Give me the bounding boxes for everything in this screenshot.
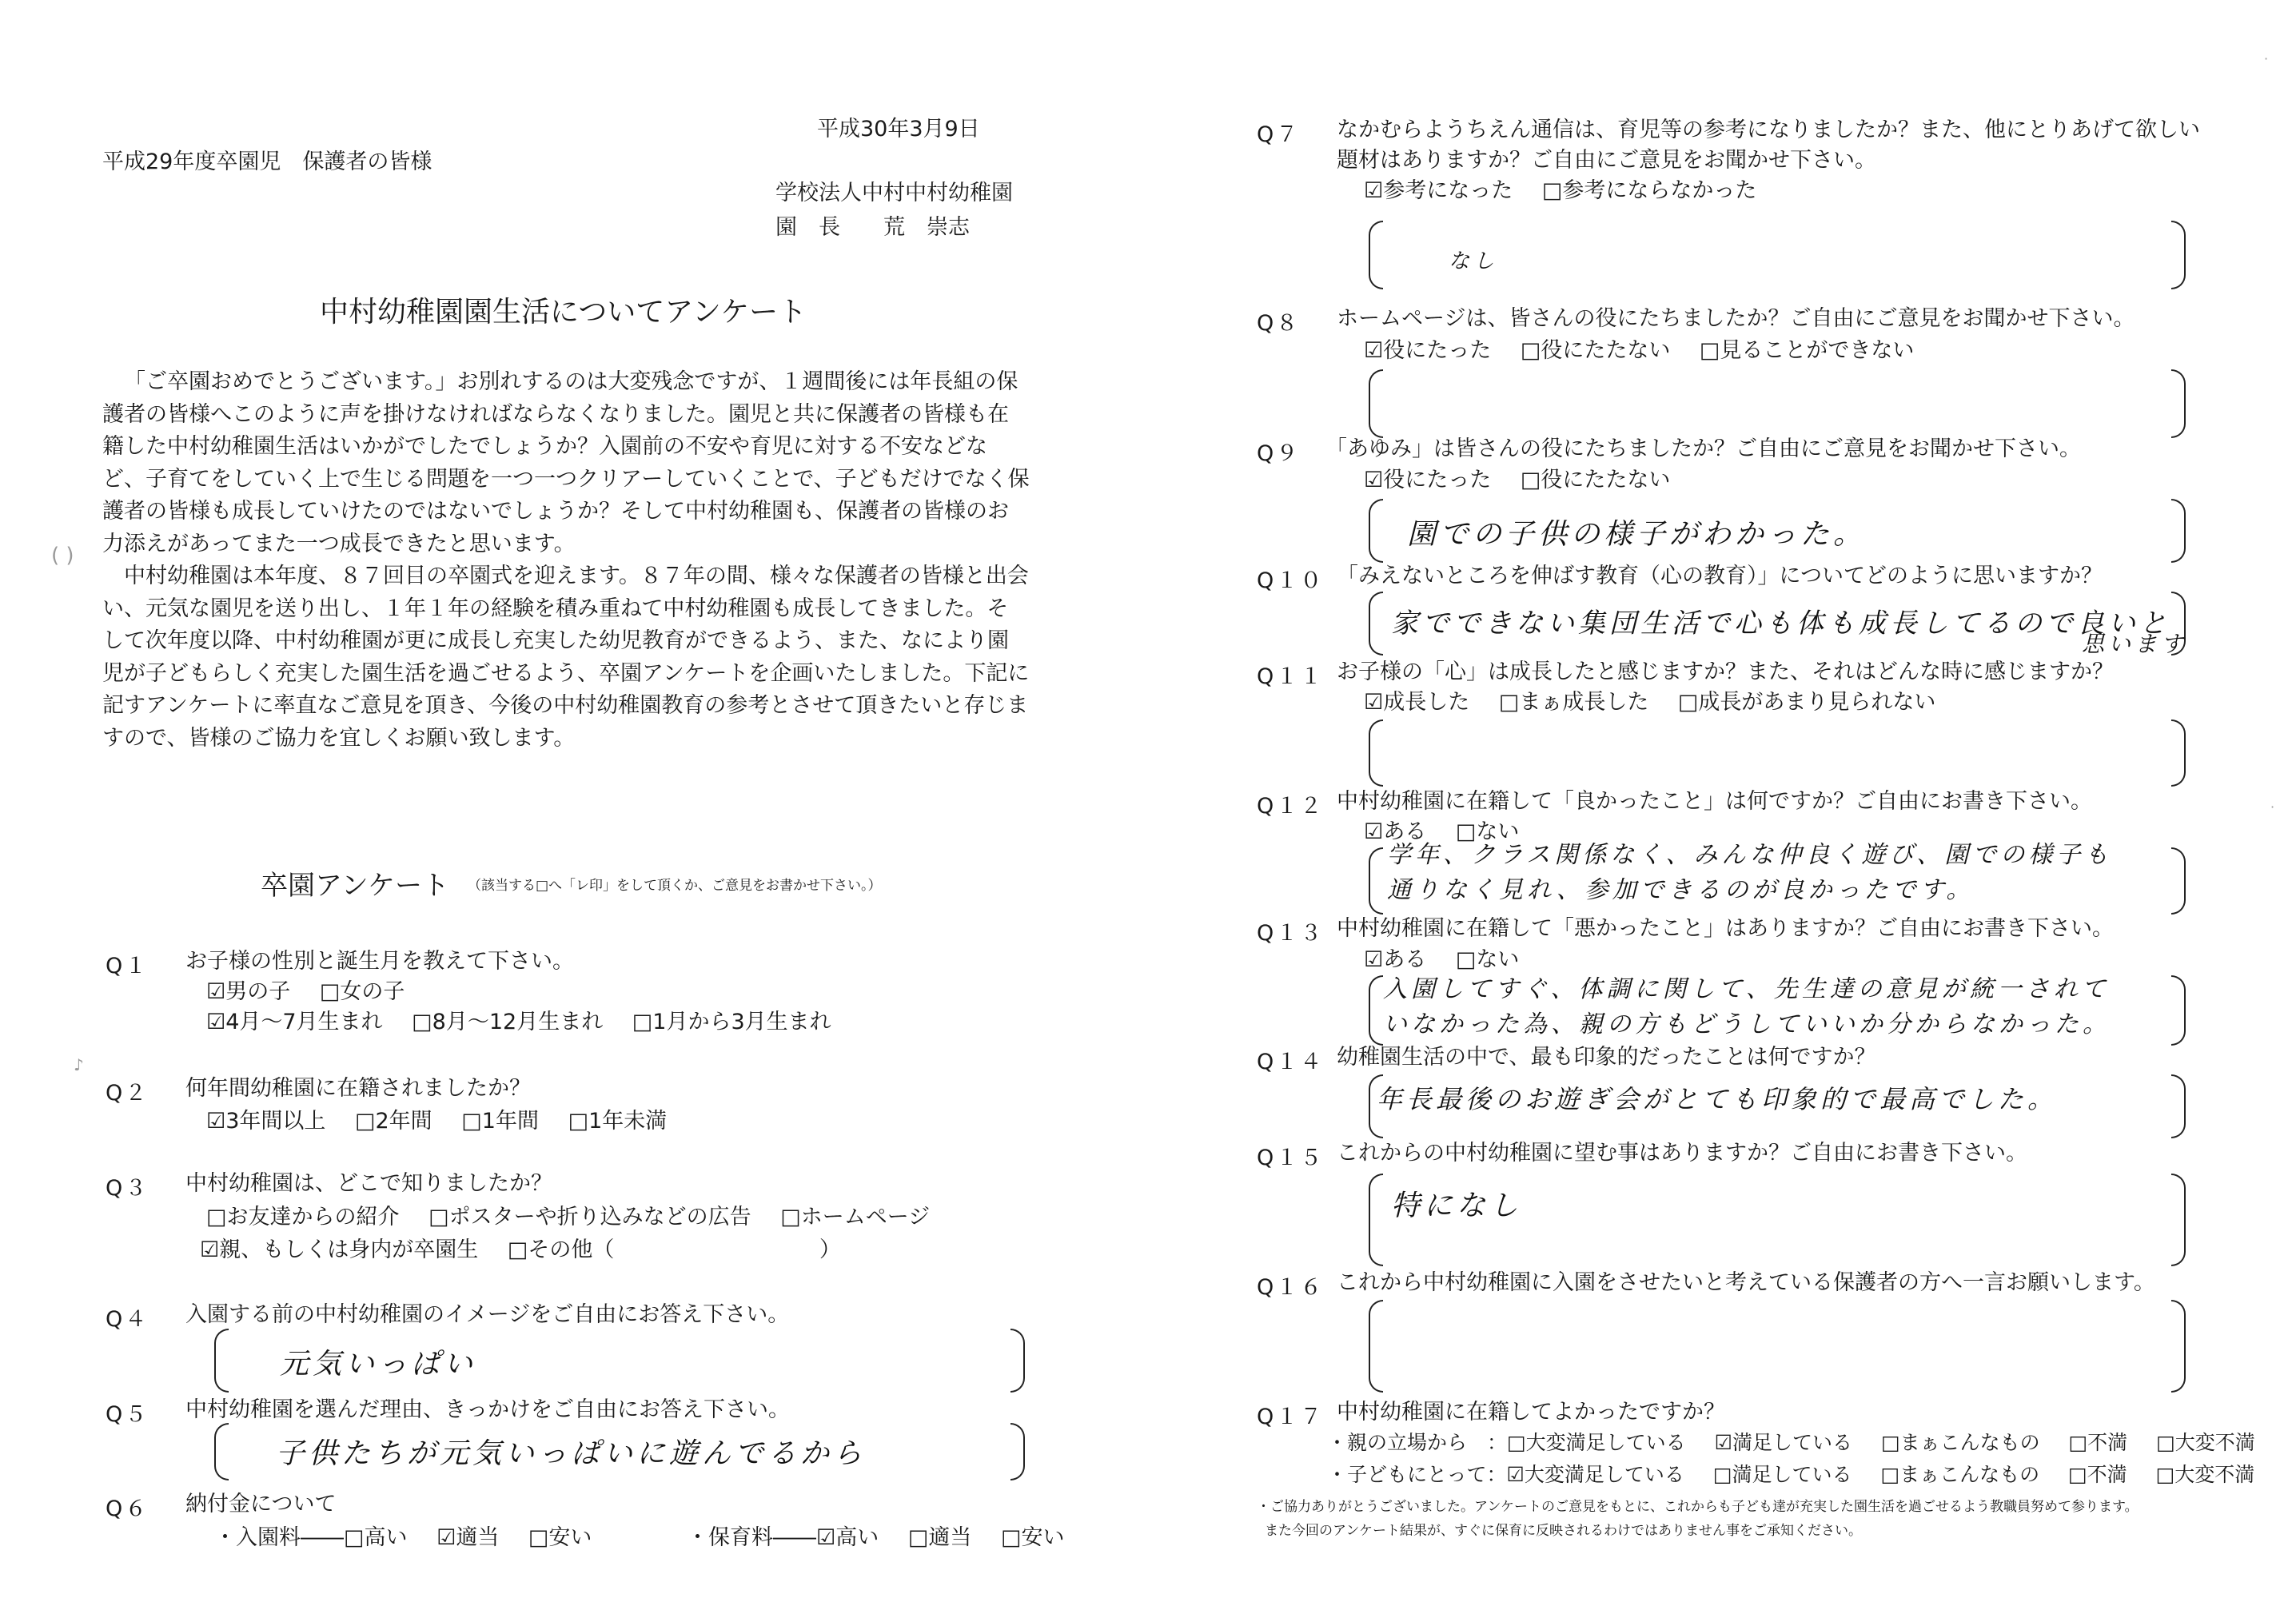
- q12-option[interactable]: □ない: [1455, 819, 1520, 844]
- q11-bracket-left: [1369, 719, 1383, 787]
- scan-mark: ♪: [74, 1055, 84, 1074]
- q1-option[interactable]: □8月～12月生まれ: [412, 1010, 604, 1034]
- q11-option[interactable]: ☑成長した: [1364, 690, 1470, 715]
- q13-number: Q１３: [1257, 921, 1325, 946]
- q15-bracket-right: [2171, 1174, 2186, 1266]
- q14-text: 幼稚園生活の中で、最も印象的だったことは何ですか？: [1337, 1045, 1876, 1070]
- q5-answer[interactable]: 子供たちが元気いっぱいに遊んでるから: [276, 1437, 867, 1470]
- q7-number: Q７: [1257, 122, 1301, 147]
- addressee: 平成29年度卒園児 保護者の皆様: [102, 149, 432, 174]
- q12-bracket-right: [2171, 847, 2186, 915]
- q15-text: これからの中村幼稚園に望む事はありますか？ご自由にお書き下さい。: [1337, 1141, 2027, 1166]
- q3-option[interactable]: ☑親、もしくは身内が卒園生: [200, 1237, 479, 1262]
- q13-answer-line2[interactable]: いなかった為、親の方もどうしていいか分からなかった。: [1383, 1010, 2111, 1038]
- q15-number: Q１５: [1257, 1146, 1325, 1170]
- q12-number: Q１２: [1257, 794, 1325, 819]
- q13-option[interactable]: ☑ある: [1364, 947, 1427, 972]
- q13-option[interactable]: □ない: [1455, 947, 1520, 972]
- q17-option[interactable]: □不満: [2068, 1431, 2128, 1454]
- q17-options-parent: [1327, 1429, 2278, 1457]
- q9-bracket-right: [2171, 499, 2186, 563]
- q14-bracket-right: [2171, 1074, 2186, 1138]
- q5-bracket-left: [214, 1423, 229, 1481]
- q17-option[interactable]: ・子どもにとって：☑大変満足している: [1327, 1463, 1684, 1486]
- q3-option[interactable]: □ポスターや折り込みなどの広告: [429, 1205, 751, 1229]
- q13-bracket-right: [2171, 975, 2186, 1046]
- survey-note: （該当する□へ「レ印」をして頂くか、ご意見をお書かせ下さい。）: [468, 878, 882, 894]
- q3-options-1: [206, 1204, 952, 1231]
- q15-answer[interactable]: 特になし: [1391, 1190, 1523, 1222]
- q8-number: Q８: [1257, 311, 1301, 336]
- q11-option[interactable]: □まぁ成長した: [1498, 690, 1649, 715]
- q9-number: Q９: [1257, 441, 1301, 466]
- q11-options: [1364, 689, 1958, 716]
- q17-option[interactable]: □大変不満: [2155, 1463, 2255, 1486]
- intro-text: [102, 366, 1030, 755]
- q13-bracket-left: [1369, 975, 1383, 1046]
- q8-options: [1364, 337, 1936, 365]
- q3-options-2: [200, 1237, 863, 1264]
- q1-option[interactable]: ☑4月～7月生まれ: [206, 1010, 383, 1034]
- q16-text: これから中村幼稚園に入園をさせたいと考えている保護者の方へ一言お願いします。: [1337, 1270, 2155, 1295]
- q9-bracket-left: [1369, 499, 1383, 563]
- q14-answer[interactable]: 年長最後のお遊ぎ会がとても印象的で最高でした。: [1377, 1084, 2058, 1114]
- q7-option[interactable]: ☑参考になった: [1364, 178, 1513, 203]
- organization: 学校法人中村中村幼稚園: [775, 181, 1013, 205]
- q1-option[interactable]: □1月から3月生まれ: [632, 1010, 831, 1034]
- q13-text: 中村幼稚園に在籍して「悪かったこと」はありますか？ご自由にお書き下さい。: [1337, 916, 2114, 941]
- q2-text: 何年間幼稚園に在籍されましたか？: [185, 1076, 531, 1101]
- q6-option[interactable]: ・保育料――☑高い: [687, 1525, 879, 1550]
- q17-number: Q１７: [1257, 1405, 1325, 1429]
- q1-number: Q１: [106, 954, 149, 978]
- q17-option[interactable]: □まぁこんなもの: [1880, 1431, 2040, 1454]
- q12-answer-line1[interactable]: 学年、クラス関係なく、みんな仲良く遊び、園での様子も: [1387, 841, 2113, 869]
- q3-text: 中村幼稚園は、どこで知りましたか？: [185, 1171, 552, 1196]
- q2-option[interactable]: □2年間: [354, 1109, 432, 1134]
- q1-options-gender: [206, 978, 427, 1006]
- q16-bracket-right: [2171, 1300, 2186, 1393]
- q8-bracket-right: [2171, 369, 2186, 438]
- q4-text: 入園する前の中村幼稚園のイメージをご自由にお答え下さい。: [185, 1302, 790, 1327]
- intro-paragraph-2: 中村幼稚園は本年度、８７回目の卒園式を迎えます。８７年の間、様々な保護者の皆様と出会い、元気な園児を送り出し、１年１年の経験を積み重ねて中村幼稚園も成長してきました。そして次年度以降、中村幼稚園が更に成長し充実した幼児教育ができるよう、また、なにより園児が子どもらしく充実した園生活を過ごせるよう、卒園アンケートを企画いたしました。下記に記すアンケートに率直なご意見を頂き、今後の中村幼稚園教育の参考とさせて頂きたいと存じますので、皆様のご協力を宜しくお願い致します。: [102, 564, 1030, 751]
- q7-option[interactable]: □参考にならなかった: [1541, 178, 1757, 203]
- q2-option[interactable]: ☑3年間以上: [206, 1109, 326, 1134]
- q16-bracket-left: [1369, 1300, 1383, 1393]
- intro-paragraph-1: 「ご卒園おめでとうございます。」お別れするのは大変残念ですが、１週間後には年長組の保護者の皆様へこのように声を掛けなければならなくなりました。園児と共に保護者の皆様も在籍した中村幼稚園生活はいかがでしたでしょうか？入園前の不安や育児に対する不安などなど、子育てをしていく上で生じる問題を一つ一つクリアーしていくことで、子どもだけでなく保護者の皆様も成長していけたのではないでしょうか？そして中村幼稚園も、保護者の皆様のお力添えがあってまた一つ成長できたと思います。: [102, 369, 1030, 556]
- q4-bracket-right: [1010, 1329, 1025, 1393]
- q16-number: Q１６: [1257, 1275, 1325, 1300]
- q6-options: [214, 1524, 1086, 1552]
- q7-text-line2: 題材はありますか？ご自由にご意見をお聞かせ下さい。: [1337, 148, 1876, 173]
- q5-bracket-right: [1010, 1423, 1025, 1481]
- q8-option[interactable]: ☑役にたった: [1364, 338, 1492, 363]
- q9-text: 「あゆみ」は皆さんの役にたちましたか？ご自由にご意見をお聞かせ下さい。: [1325, 436, 2081, 461]
- q7-text-line1: なかむらようちえん通信は、育児等の参考になりましたか？また、他にとりあげて欲しい: [1337, 118, 2200, 142]
- footer-thanks: ・ご協力ありがとうございました。アンケートのご意見をもとに、これからも子ども達が充実した園生活を過ごせるよう教職員努めて参ります。: [1257, 1499, 2139, 1515]
- q14-number: Q１４: [1257, 1050, 1325, 1074]
- q4-bracket-left: [214, 1329, 229, 1393]
- q10-answer[interactable]: 家でできない集団生活で心も体も成長してるので良いと: [1391, 608, 2170, 640]
- q2-number: Q２: [106, 1081, 149, 1106]
- scan-mark: ·: [2270, 799, 2275, 815]
- principal: 園 長 荒 崇志: [775, 215, 970, 240]
- q6-text: 納付金について: [185, 1492, 337, 1516]
- q9-answer[interactable]: 園での子供の様子がわかった。: [1407, 518, 1867, 551]
- q4-number: Q４: [106, 1307, 149, 1332]
- q5-text: 中村幼稚園を選んだ理由、きっかけをご自由にお答え下さい。: [185, 1397, 790, 1422]
- q1-option[interactable]: □女の子: [319, 979, 405, 1004]
- q12-option[interactable]: ☑ある: [1364, 819, 1427, 844]
- scan-mark: ( ): [51, 544, 74, 568]
- q12-answer-line2[interactable]: 通りなく見れ、参加できるのが良かったです。: [1387, 876, 1975, 904]
- q10-number: Q１０: [1257, 568, 1325, 593]
- document-date: 平成30年3月9日: [817, 117, 980, 141]
- q10-bracket-left: [1369, 592, 1383, 656]
- q2-options: [206, 1108, 689, 1135]
- q4-answer[interactable]: 元気いっぱい: [280, 1348, 477, 1381]
- q9-options: [1364, 467, 1692, 494]
- q8-option[interactable]: □見ることができない: [1699, 338, 1915, 363]
- q8-text: ホームページは、皆さんの役にたちましたか？ご自由にご意見をお聞かせ下さい。: [1337, 306, 2135, 331]
- q17-option[interactable]: ☑満足している: [1714, 1431, 1852, 1454]
- q17-option[interactable]: □不満: [2068, 1463, 2127, 1486]
- q6-option[interactable]: □安い: [1000, 1525, 1065, 1550]
- footer-note: また今回のアンケート結果が、すぐに保育に反映されるわけではありません事をご承知ください。: [1265, 1523, 1862, 1539]
- q2-option[interactable]: □1年未満: [568, 1109, 668, 1134]
- q11-text: お子様の「心」は成長したと感じますか？また、それはどんな時に感じますか？: [1337, 660, 2114, 684]
- q8-option[interactable]: □役にたたない: [1520, 338, 1671, 363]
- q2-option[interactable]: □1年間: [461, 1109, 539, 1134]
- q15-bracket-left: [1369, 1174, 1383, 1266]
- q6-option[interactable]: ☑適当: [436, 1525, 500, 1550]
- q17-option[interactable]: □満足している: [1712, 1463, 1852, 1486]
- q10-answer-continued[interactable]: 思います: [2082, 631, 2188, 657]
- q9-option[interactable]: ☑役にたった: [1364, 468, 1492, 492]
- q17-option[interactable]: ・親の立場から ：□大変満足している: [1327, 1431, 1686, 1454]
- q12-text: 中村幼稚園に在籍して「良かったこと」は何ですか？ご自由にお書き下さい。: [1337, 789, 2092, 814]
- q6-option[interactable]: □適当: [907, 1525, 972, 1550]
- q1-options-month: [206, 1009, 854, 1036]
- q6-option[interactable]: □安い: [528, 1525, 592, 1550]
- q10-text: 「みえないところを伸ばす教育（心の教育）」についてどのように思いますか？: [1337, 564, 2103, 588]
- q8-bracket-left: [1369, 369, 1383, 438]
- q3-option[interactable]: □お友達からの紹介: [206, 1205, 400, 1229]
- q7-options: [1364, 177, 1779, 205]
- q11-number: Q１１: [1257, 664, 1325, 689]
- q12-bracket-left: [1369, 847, 1383, 915]
- q7-answer[interactable]: なし: [1449, 249, 1499, 273]
- q7-bracket-left: [1369, 221, 1383, 289]
- q11-bracket-right: [2171, 719, 2186, 787]
- q17-options-child: [1327, 1461, 2277, 1488]
- q11-option[interactable]: □成長があまり見られない: [1677, 690, 1936, 715]
- q3-option[interactable]: □その他（: [507, 1237, 615, 1262]
- survey-heading: 卒園アンケート: [261, 870, 449, 902]
- q6-option[interactable]: ・入園料――□高い: [214, 1525, 408, 1550]
- q3-close-paren: ）: [819, 1237, 841, 1262]
- q3-option[interactable]: □ホームページ: [780, 1205, 931, 1229]
- q1-option[interactable]: ☑男の子: [206, 979, 291, 1004]
- q17-text: 中村幼稚園に在籍してよかったですか？: [1337, 1400, 1725, 1425]
- q6-number: Q６: [106, 1496, 149, 1521]
- q9-option[interactable]: □役にたたない: [1520, 468, 1671, 492]
- q17-option[interactable]: □大変不満: [2156, 1431, 2255, 1454]
- scan-mark: ·: [2264, 51, 2269, 66]
- q3-number: Q３: [106, 1176, 149, 1201]
- q13-answer-line1[interactable]: 入園してすぐ、体調に関して、先生達の意見が統一されて: [1383, 975, 2110, 1003]
- page-title: 中村幼稚園園生活についてアンケート: [320, 296, 807, 329]
- q17-option[interactable]: □まぁこんなもの: [1880, 1463, 2040, 1486]
- q1-text: お子様の性別と誕生月を教えて下さい。: [185, 949, 574, 974]
- q5-number: Q５: [106, 1402, 149, 1427]
- q7-bracket-right: [2171, 221, 2186, 289]
